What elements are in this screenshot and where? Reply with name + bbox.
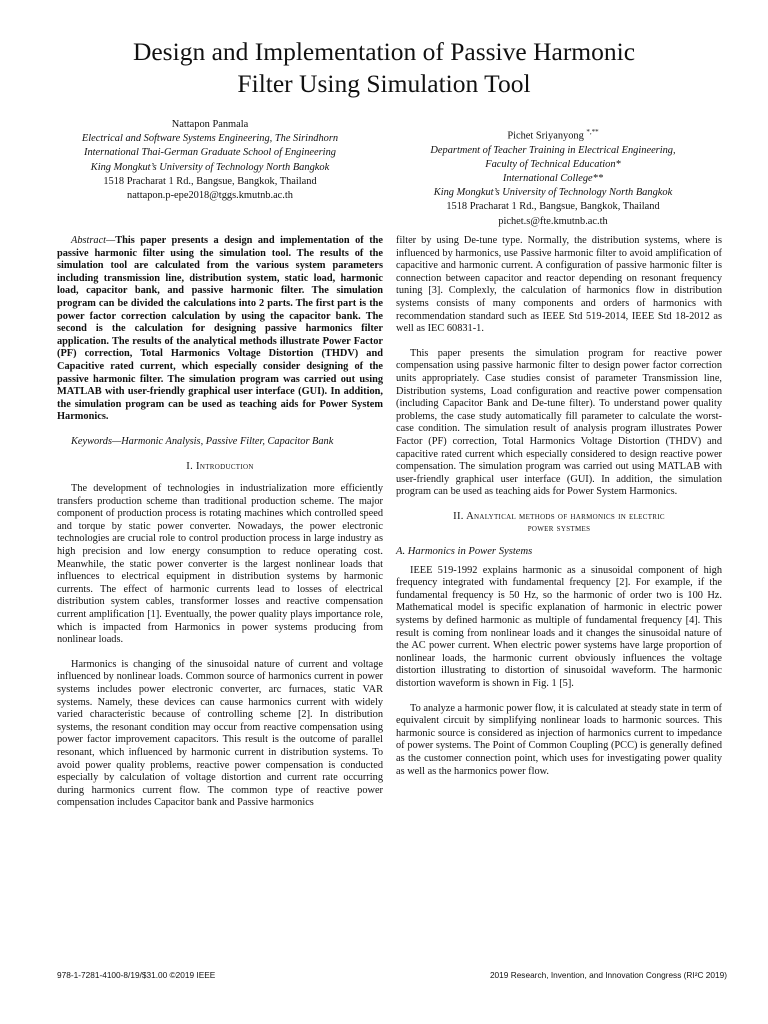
paragraph: IEEE 519-1992 explains harmonic as a sinusoidal component of high frequency integrated with fundamental frequency [2]. For example, if the fundamental frequency is 50 Hz, so the harmonic of order two is 100 Hz. Mathematical model is specific explanation of harmonic in electric power systems by defined harmonic as multiple of fundamental frequency [4]. This result is coming from nonlinear loads and it changes the sinusoidal nature of the AC power current. When electric power systems have large proportion of nonlinear loads, the harmonic current obviously influences the voltage distortion illustrating to distortion of sinusoidal waveform. The harmonic distortion waveform is shown in Fig. 1 [5]. [396,564,722,689]
author-name: Nattapon Panmala [171,119,249,130]
abstract [57,235,383,424]
author-affiliation: Department of Teacher Training in Electrical Engineering, [430,144,676,156]
author-block-1 [40,118,380,203]
footer-conference: 2019 Research, Invention, and Innovation Congress (RI²C 2019) [489,970,727,980]
author-name-line [380,125,726,144]
author-affiliation: King Mongkut’s University of Technology North Bangkok [90,161,330,173]
abstract-text: This paper presents a design and implementation of the passive harmonic filter using the simulation tool. The results of the simulation tool are calculated from the various system parameters including transmission line, distribution system, static load, harmonic load, capacitor bank, and passive harmonic filter. The simulation program can be divided the calculations into 2 parts. The first part is the power factor correction calculation by using the capacitor bank. The second is the calculation for designing passive harmonics filter application. The results of the analytical methods illustrate Power Factor (PF) correction, Total Harmonics Voltage Distortion (THDV) and Capacitive rated current, which especially consider designing of the passive harmonic filter. The simulation program was carried out using MATLAB with user-friendly graphical user interface (GUI). In addition, the simulation program can be used as teaching aids for Power System Harmonics. [57,235,383,423]
abstract-lead: Abstract— [71,235,116,246]
paragraph: To analyze a harmonic power flow, it is calculated at steady state in term of equivalent circuit by simplifying nonlinear loads to harmonic sources. This harmonic source is considered as injection of harmonics current to impedance of power systems. The Point of Common Coupling (PCC) is generally defined as the customer connection point, which uses for investigating power quality as well as the harmonics power flow. [396,702,722,777]
subsection-heading: A. Harmonics in Power Systems [396,546,533,558]
author-address: 1518 Pracharat 1 Rd., Bangsue, Bangkok, Thailand [103,175,317,187]
author-marks: *,** [586,128,599,136]
keywords: Keywords—Harmonic Analysis, Passive Filter, Capacitor Bank [71,435,334,447]
author-email: pichet.s@fte.kmutnb.ac.th [498,215,608,227]
paragraph: The development of technologies in industrialization more efficiently transfers production scheme than traditional production scheme. The major component of production process is rotating machines which controlled speed and torque by static power converter. Nowadays, the power electronic technologies are crucial role to control production process in large industry as high precision and low energy consumption to reduce operating cost. Meanwhile, the static power converter is the largest nonlinear loads that influences to electrical equipment in distribution systems by harmonic currents. The effect of harmonic currents lead to losses of electrical distribution system cables, transformer losses and reactive compensation current amplification [1]. Eventually, the power quality plays importance role, which is impacted from Harmonics in power systems producing from nonlinear loads. [57,483,383,646]
right-column [396,235,722,778]
author-affiliation: King Mongkut’s University of Technology North Bangkok [433,187,673,199]
section-heading-introduction: I. Introduction [186,460,254,472]
author-address: 1518 Pracharat 1 Rd., Bangsue, Bangkok, Thailand [446,201,660,213]
paragraph: This paper presents the simulation program for reactive power compensation using passive harmonic filter to design power factor correction units appropriately. Case studies consist of parameter Transmission line, Distribution systems, Load configuration and reactive power compensation (including Capacitor Bank and De-tune filter). To understand power quality problems, the case study automatically fill parameter to calculate the worst-case condition. The simulation result of analysis program illustrates Power Factor (PF) correction, Total Harmonics Voltage Distortion (THDV) and capacitive rated current which especially considered to design reactive power compensation. The simulation program was carried out using MATLAB with user-friendly graphical user interface (GUI). In addition, the simulation program can be used as teaching aids for Power System Harmonics. [396,347,722,498]
author-affiliation: Faculty of Technical Education* [485,158,621,170]
author-affiliation: Electrical and Software Systems Engineering, The Sirindhorn [81,133,339,145]
author-email: nattapon.p-epe2018@tggs.kmutnb.ac.th [127,190,293,202]
title-line-2: Filter Using Simulation Tool [237,69,531,98]
author-affiliation: International College** [502,173,604,185]
author-affiliation: International Thai-German Graduate School of Engineering [84,147,336,159]
left-column [57,235,383,810]
section-heading-analytical-methods [396,511,722,536]
author-block-2 [380,125,726,229]
footer-copyright: 978-1-7281-4100-8/19/$31.00 ©2019 IEEE [57,970,216,980]
paragraph: Harmonics is changing of the sinusoidal nature of current and voltage influenced by nonlinear loads. Common source of harmonics current in power systems includes power electronic converter, arc furnaces, static VAR systems. Namely, these devices can cause harmonics current with widely varied characteristic because of controlling scheme [2]. In distribution systems, the resonant condition may occur from reactive compensation using power factor improvement capacitors. This result is the outcome of parallel resonant, which influenced by harmonic current in distribution systems. To avoid power quality problems, reactive power compensation is conducted especially by calculation of voltage distortion and current rate occurring during harmonics current flow. The common type of reactive power compensation includes Capacitor bank and Passive harmonics [57,658,383,809]
title-line-1: Design and Implementation of Passive Harmonic [132,37,636,66]
heading-line: II. Analytical methods of harmonics in electric [453,510,665,522]
heading-line: power systmes [527,523,591,535]
author-name: Pichet Sriyanyong [507,130,584,142]
paragraph: filter by using De-tune type. Normally, the distribution systems, where is influenced by harmonics, use Passive harmonic filter to avoid amplification of capacitive and harmonic current. A configuration of passive harmonic filter is connection between capacitor and reactor depending on resonant frequency tuning [3]. Complexly, the calculation of harmonics flow in distribution systems consists of many components and orders of harmonics with recommendation standard such as IEEE Std 519-2014, IEEE Std 18-2012 as well as IEC 60831-1. [396,235,722,335]
paper-title [40,36,728,100]
